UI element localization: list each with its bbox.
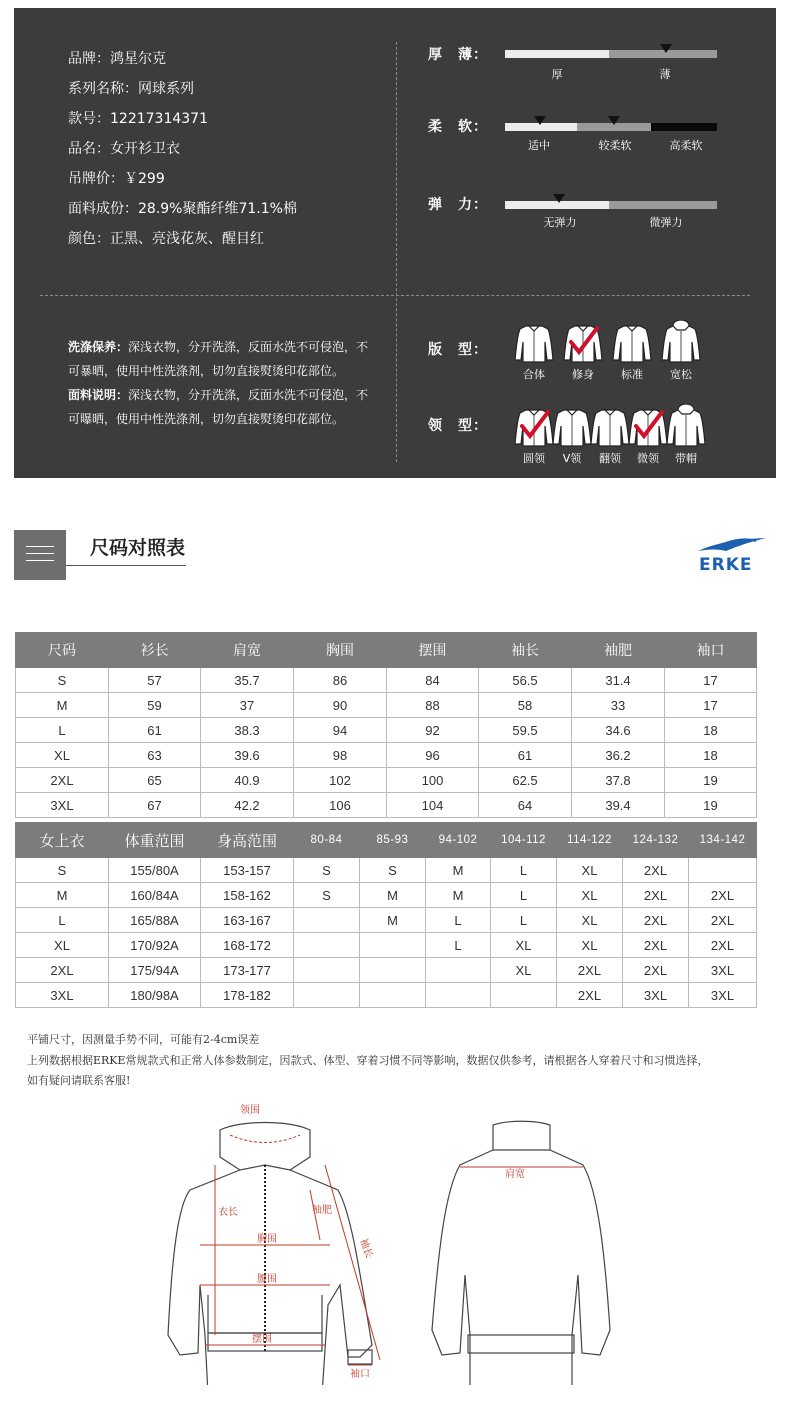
table-cell xyxy=(491,983,557,1008)
spec-fabric: 面料成份：28.9%聚酯纤维71.1%棉 xyxy=(68,201,297,217)
spec-series: 系列名称：网球系列 xyxy=(68,81,194,97)
table-row xyxy=(16,693,757,718)
spec-colors: 颜色：正黑、亮浅花灰、醒目红 xyxy=(68,231,264,247)
fit-option-label: 合体 xyxy=(523,368,545,381)
elasticity-label: 弹 力： xyxy=(428,197,488,213)
table-cell: 17 xyxy=(665,693,757,718)
table-cell: 3XL xyxy=(689,983,757,1008)
table-cell: 2XL xyxy=(689,908,757,933)
col-header: 体重范围 xyxy=(109,823,201,858)
table-cell: 100 xyxy=(387,768,479,793)
table-cell: 42.2 xyxy=(201,793,294,818)
table-cell: 67 xyxy=(109,793,201,818)
table-cell: 2XL xyxy=(623,883,689,908)
col-header: 85-93 xyxy=(360,823,426,858)
thickness-label: 厚 薄： xyxy=(428,47,488,63)
col-header: 尺码 xyxy=(16,633,109,668)
table-cell: 178-182 xyxy=(201,983,294,1008)
table-cell: 58 xyxy=(479,693,572,718)
elasticity-scale xyxy=(505,201,717,209)
thickness-marker xyxy=(660,44,672,53)
table-cell: S xyxy=(16,858,109,883)
table-cell: 62.5 xyxy=(479,768,572,793)
title-underline xyxy=(66,565,186,566)
table-cell: 19 xyxy=(665,768,757,793)
fit-icon-1 xyxy=(514,320,554,364)
table-cell: 155/80A xyxy=(109,858,201,883)
front-jacket-drawing xyxy=(168,1123,372,1386)
table-cell: 37 xyxy=(201,693,294,718)
table-cell: L xyxy=(16,908,109,933)
table-cell xyxy=(426,983,491,1008)
thickness-opt-thin: 薄 xyxy=(659,68,671,81)
table-cell: L xyxy=(491,883,557,908)
table-cell: L xyxy=(491,858,557,883)
col-header: 114-122 xyxy=(557,823,623,858)
wash-text: 深浅衣物，分开洗涤，反面水洗不可侵泡，不可暴晒，使用中性洗涤剂，切勿直接熨烫印花部位。 xyxy=(68,340,369,378)
table-cell: 170/92A xyxy=(109,933,201,958)
table-cell: 31.4 xyxy=(572,668,665,693)
table-cell: 33 xyxy=(572,693,665,718)
table-cell: 106 xyxy=(294,793,387,818)
col-header: 134-142 xyxy=(689,823,757,858)
back-jacket-drawing xyxy=(432,1121,610,1385)
table-cell xyxy=(689,858,757,883)
table-cell: 88 xyxy=(387,693,479,718)
table-row xyxy=(16,768,757,793)
col-header: 袖口 xyxy=(665,633,757,668)
product-info-panel xyxy=(14,8,776,478)
fit-icon-3 xyxy=(612,320,652,364)
table-cell: 163-167 xyxy=(201,908,294,933)
spec-brand: 品牌：鸿星尔克 xyxy=(68,51,166,67)
table-row xyxy=(16,858,757,883)
label-collar: 领围 xyxy=(240,1105,260,1116)
table-cell: 37.8 xyxy=(572,768,665,793)
table-cell: 35.7 xyxy=(201,668,294,693)
table-cell: M xyxy=(16,693,109,718)
table-row xyxy=(16,793,757,818)
label-sleeve-width: 袖肥 xyxy=(312,1205,332,1216)
note-disclaimer: 上列数据根据ERKE常规款式和正常人体参数制定，因款式、体型、穿着习惯不同等影响，数据仅供参考，请根据各人穿着尺寸和习惯选择， xyxy=(27,1054,709,1067)
table-cell: XL xyxy=(557,858,623,883)
elasticity-marker xyxy=(553,194,565,203)
fit-icon-2 xyxy=(563,320,603,364)
fit-option-label: 修身 xyxy=(572,368,594,381)
softness-opt-very-soft: 高柔软 xyxy=(669,139,703,152)
table-cell xyxy=(294,933,360,958)
size-chart-title: 尺码对照表 xyxy=(90,537,186,559)
table-cell: 57 xyxy=(109,668,201,693)
table-cell: 3XL xyxy=(623,983,689,1008)
table-cell: M xyxy=(426,883,491,908)
table-row xyxy=(16,933,757,958)
col-header: 女上衣 xyxy=(16,823,109,858)
table-row xyxy=(16,908,757,933)
table-cell: 175/94A xyxy=(109,958,201,983)
fit-label: 版 型： xyxy=(428,342,488,358)
table-cell xyxy=(294,958,360,983)
softness-opt-soft: 较柔软 xyxy=(598,139,632,152)
fit-table xyxy=(15,822,757,1008)
table-cell: 64 xyxy=(479,793,572,818)
table-row xyxy=(16,718,757,743)
table-cell: 61 xyxy=(479,743,572,768)
table-cell: S xyxy=(16,668,109,693)
note-contact: 如有疑问请联系客服! xyxy=(27,1074,131,1087)
table-cell: 59 xyxy=(109,693,201,718)
table-cell: 158-162 xyxy=(201,883,294,908)
table-cell: 153-157 xyxy=(201,858,294,883)
table-cell: 2XL xyxy=(16,768,109,793)
table-cell: 2XL xyxy=(623,933,689,958)
collar-icon-2 xyxy=(552,404,592,448)
fit-option-label: 标准 xyxy=(621,368,643,381)
divider-horizontal xyxy=(40,295,750,296)
col-header: 身高范围 xyxy=(201,823,294,858)
collar-icon-1 xyxy=(514,404,554,448)
table-cell xyxy=(360,933,426,958)
fabric-note-text: 深浅衣物，分开洗涤，反面水洗不可侵泡，不可曝晒，使用中性洗涤剂，切勿直接熨烫印花部位。 xyxy=(68,388,369,426)
thickness-scale xyxy=(505,50,717,58)
table-cell: 3XL xyxy=(16,983,109,1008)
section-menu-icon xyxy=(14,530,66,580)
thickness-opt-thick: 厚 xyxy=(551,68,563,81)
wash-title: 洗涤保养： xyxy=(68,340,129,354)
table-cell: XL xyxy=(491,933,557,958)
elasticity-opt-slight: 微弹力 xyxy=(649,216,683,229)
collar-option-label: 圆领 xyxy=(523,452,545,465)
table-cell: 86 xyxy=(294,668,387,693)
table-cell: 39.4 xyxy=(572,793,665,818)
table-cell: 2XL xyxy=(557,958,623,983)
table-cell: 2XL xyxy=(623,858,689,883)
size-table xyxy=(15,632,757,818)
table-cell: 2XL xyxy=(16,958,109,983)
table-cell: 40.9 xyxy=(201,768,294,793)
fit-option-label: 宽松 xyxy=(670,368,692,381)
note-measurement: 平铺尺寸，因测量手势不同，可能有2-4cm误差 xyxy=(27,1033,260,1046)
collar-option-label: 微领 xyxy=(637,452,659,465)
table-cell: XL xyxy=(16,933,109,958)
col-header: 94-102 xyxy=(426,823,491,858)
table-cell: S xyxy=(294,883,360,908)
table-cell: 92 xyxy=(387,718,479,743)
table-cell: 94 xyxy=(294,718,387,743)
softness-label: 柔 软： xyxy=(428,119,488,135)
table-cell: 39.6 xyxy=(201,743,294,768)
table-cell: 84 xyxy=(387,668,479,693)
collar-icon-5 xyxy=(666,404,706,448)
table-cell xyxy=(360,958,426,983)
table-cell: 63 xyxy=(109,743,201,768)
table-cell: 65 xyxy=(109,768,201,793)
table-cell: M xyxy=(360,883,426,908)
table-cell: 2XL xyxy=(623,908,689,933)
table-cell: 168-172 xyxy=(201,933,294,958)
col-header: 80-84 xyxy=(294,823,360,858)
table-cell: M xyxy=(426,858,491,883)
spec-name: 品名：女开衫卫衣 xyxy=(68,141,180,157)
table-cell: 59.5 xyxy=(479,718,572,743)
table-cell: 104 xyxy=(387,793,479,818)
col-header: 袖肥 xyxy=(572,633,665,668)
table-cell: 17 xyxy=(665,668,757,693)
divider-vertical xyxy=(396,42,397,462)
table-cell: M xyxy=(16,883,109,908)
table-cell: S xyxy=(294,858,360,883)
table-cell: M xyxy=(360,908,426,933)
col-header: 肩宽 xyxy=(201,633,294,668)
erke-logo-text: ERKE xyxy=(699,555,753,575)
table-cell: 36.2 xyxy=(572,743,665,768)
elasticity-opt-none: 无弹力 xyxy=(543,216,577,229)
col-header: 袖长 xyxy=(479,633,572,668)
table-cell: 3XL xyxy=(689,958,757,983)
table-cell: 90 xyxy=(294,693,387,718)
table-cell: 160/84A xyxy=(109,883,201,908)
table-cell: 165/88A xyxy=(109,908,201,933)
col-header: 104-112 xyxy=(491,823,557,858)
spec-model: 款号：12217314371 xyxy=(68,111,208,127)
label-chest: 胸围 xyxy=(257,1234,277,1245)
label-waist: 腰围 xyxy=(257,1274,277,1285)
table-row xyxy=(16,958,757,983)
table-cell: L xyxy=(16,718,109,743)
table-cell xyxy=(294,983,360,1008)
table-cell: 98 xyxy=(294,743,387,768)
fit-icon-4 xyxy=(661,320,701,364)
table-cell: 2XL xyxy=(623,958,689,983)
collar-option-label: V领 xyxy=(562,452,582,465)
table-row xyxy=(16,983,757,1008)
table-cell: 56.5 xyxy=(479,668,572,693)
table-cell: 18 xyxy=(665,718,757,743)
col-header: 衫长 xyxy=(109,633,201,668)
collar-option-label: 翻领 xyxy=(599,452,621,465)
table-cell: 180/98A xyxy=(109,983,201,1008)
col-header: 摆围 xyxy=(387,633,479,668)
table-cell: L xyxy=(491,908,557,933)
table-cell: 3XL xyxy=(16,793,109,818)
collar-icon-3 xyxy=(590,404,630,448)
care-instructions xyxy=(68,335,380,431)
label-cuff: 袖口 xyxy=(350,1369,370,1380)
label-hem: 摆围 xyxy=(252,1334,272,1345)
table-cell: 2XL xyxy=(689,883,757,908)
collar-label: 领 型： xyxy=(428,418,488,434)
table-cell: XL xyxy=(557,933,623,958)
table-cell: XL xyxy=(557,908,623,933)
spec-list xyxy=(68,44,297,254)
table-cell: 173-177 xyxy=(201,958,294,983)
table-cell: 61 xyxy=(109,718,201,743)
table-cell xyxy=(360,983,426,1008)
measurement-diagram xyxy=(160,1095,630,1385)
table-row xyxy=(16,743,757,768)
table-cell: 2XL xyxy=(557,983,623,1008)
fabric-note-title: 面料说明： xyxy=(68,388,129,402)
table-cell: L xyxy=(426,933,491,958)
table-cell: XL xyxy=(16,743,109,768)
label-sleeve-length: 袖长 xyxy=(357,1237,375,1260)
table-row xyxy=(16,883,757,908)
table-cell: S xyxy=(360,858,426,883)
collar-option-label: 带帽 xyxy=(675,452,697,465)
label-shoulder: 肩宽 xyxy=(505,1169,525,1180)
table-cell: L xyxy=(426,908,491,933)
table-cell: 38.3 xyxy=(201,718,294,743)
collar-icon-4 xyxy=(628,404,668,448)
col-header: 124-132 xyxy=(623,823,689,858)
table-cell: XL xyxy=(491,958,557,983)
table-cell: 96 xyxy=(387,743,479,768)
table-row xyxy=(16,668,757,693)
table-cell xyxy=(294,908,360,933)
table-cell: 18 xyxy=(665,743,757,768)
table-cell: 2XL xyxy=(689,933,757,958)
softness-marker-2 xyxy=(608,116,620,125)
table-cell xyxy=(426,958,491,983)
table-cell: 19 xyxy=(665,793,757,818)
col-header: 胸围 xyxy=(294,633,387,668)
softness-marker-1 xyxy=(534,116,546,125)
label-length: 衣长 xyxy=(218,1207,238,1218)
softness-opt-medium: 适中 xyxy=(528,139,550,152)
table-cell: XL xyxy=(557,883,623,908)
table-cell: 102 xyxy=(294,768,387,793)
spec-price: 吊牌价：￥299 xyxy=(68,171,165,187)
table-cell: 34.6 xyxy=(572,718,665,743)
